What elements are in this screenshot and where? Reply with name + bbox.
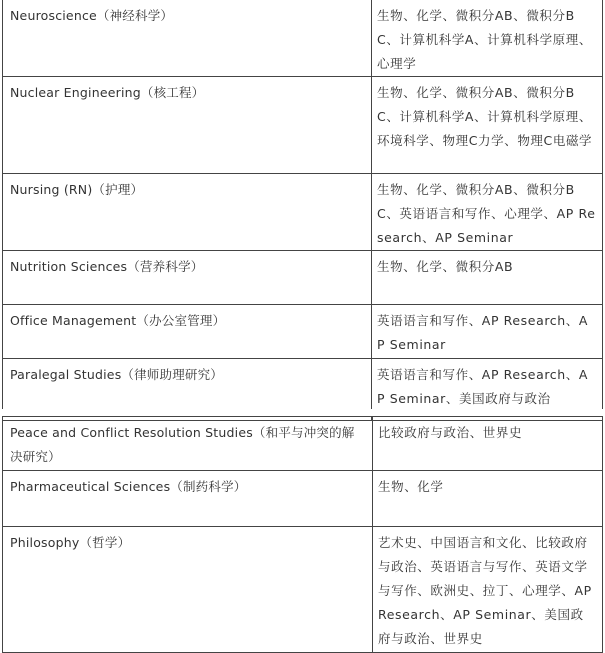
table-row xyxy=(3,0,603,77)
majors-table-bottom xyxy=(2,416,603,653)
table-row xyxy=(3,527,603,653)
table-row xyxy=(3,417,603,471)
table-row xyxy=(3,305,603,359)
major-cell: Paralegal Studies（律师助理研究） xyxy=(3,359,372,421)
table-row xyxy=(3,471,603,527)
major-cell: Pharmaceutical Sciences（制药科学） xyxy=(3,471,373,527)
subjects-cell: 生物、化学、微积分AB、微积分BC、计算机科学A、计算机科学原理、心理学 xyxy=(372,0,603,77)
subjects-cell: 生物、化学、微积分AB、微积分BC、英语语言和写作、心理学、AP Research、AP Seminar xyxy=(372,174,603,251)
majors-table-top xyxy=(2,0,603,421)
subjects-cell: 生物、化学 xyxy=(373,471,603,527)
major-cell: Philosophy（哲学） xyxy=(3,527,373,653)
subjects-cell: 英语语言和写作、AP Research、AP Seminar xyxy=(372,305,603,359)
major-cell: Neuroscience（神经科学） xyxy=(3,0,372,77)
major-cell: Nutrition Sciences（营养科学） xyxy=(3,251,372,305)
table-row xyxy=(3,174,603,251)
major-cell: Nursing (RN)（护理） xyxy=(3,174,372,251)
major-cell: Nuclear Engineering（核工程） xyxy=(3,77,372,174)
subjects-cell: 比较政府与政治、世界史 xyxy=(373,417,603,471)
major-cell: Peace and Conflict Resolution Studies（和平与冲突的解决研究） xyxy=(3,417,373,471)
subjects-cell: 艺术史、中国语言和文化、比较政府与政治、英语语言与写作、英语文学与写作、欧洲史、拉丁、心理学、AP Research、AP Seminar、美国政府与政治、世界史 xyxy=(373,527,603,653)
subjects-cell: 生物、化学、微积分AB、微积分BC、计算机科学A、计算机科学原理、环境科学、物理C力学、物理C电磁学 xyxy=(372,77,603,174)
table-row xyxy=(3,251,603,305)
table-row xyxy=(3,77,603,174)
subjects-cell: 生物、化学、微积分AB xyxy=(372,251,603,305)
major-cell: Office Management（办公室管理） xyxy=(3,305,372,359)
subjects-cell: 英语语言和写作、AP Research、AP Seminar、美国政府与政治 xyxy=(372,359,603,421)
